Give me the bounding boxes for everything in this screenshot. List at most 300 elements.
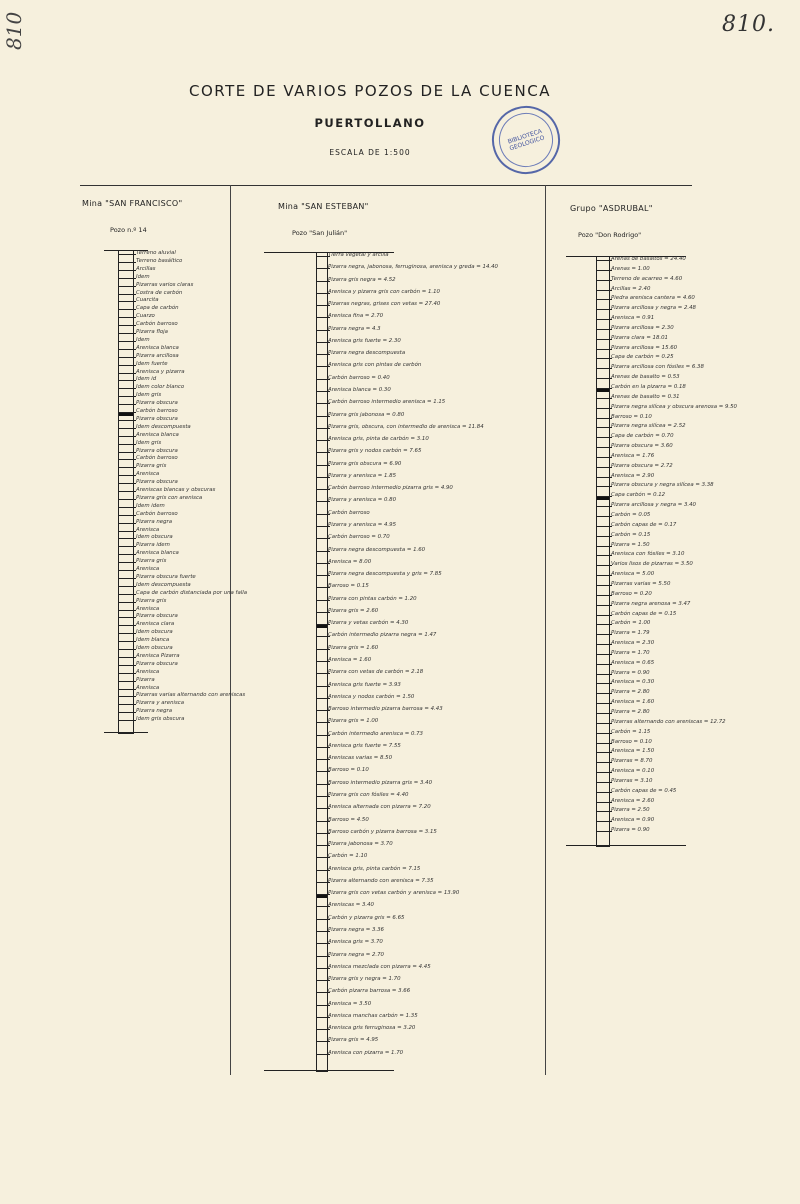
stratum-label: Arenisca clara	[136, 621, 175, 627]
stratum-boundary	[596, 309, 612, 310]
stratum-label: Idem obscura	[136, 629, 173, 635]
stratum-boundary	[596, 664, 612, 665]
stratum-boundary	[118, 475, 136, 476]
coal-seam	[317, 895, 327, 898]
stratum-label: Pizarra obscura fuerte	[136, 574, 196, 580]
stratum-boundary	[118, 349, 136, 350]
stratum-label: Pizarra = 2.80	[611, 709, 650, 715]
stratum-boundary	[596, 792, 612, 793]
stratum-label: Arenisca	[136, 685, 160, 691]
stratum-label: Carbón en la pizarra = 0.18	[611, 384, 686, 390]
stratum-label: Carbón capas de = 0.45	[611, 788, 677, 794]
stratum-boundary	[118, 428, 136, 429]
stratum-label: Pizarra obscura y negra silícea = 3.38	[611, 482, 714, 488]
stratum-boundary	[118, 333, 136, 334]
stratum-label: Idem id	[136, 376, 157, 382]
stratum-label: Capa de carbón	[136, 305, 179, 311]
header-divider-line	[80, 185, 692, 186]
stratum-boundary	[596, 486, 612, 487]
stratum-boundary	[596, 575, 612, 576]
stratum-boundary	[118, 396, 136, 397]
stratum-label: Arenisca gris fuerte = 3.93	[328, 682, 401, 688]
stratum-label: Barroso intermedio pizarra barrosa = 4.43	[328, 706, 443, 712]
stratum-label: Costra de carbón	[136, 290, 183, 296]
stratum-label: Carbón intermedio arenisca = 0.73	[328, 731, 423, 737]
stratum-label: Barroso = 0.10	[328, 767, 369, 773]
well-shaft	[596, 256, 610, 847]
stratum-boundary	[596, 605, 612, 606]
stratum-label: Pizarra gris con vetas carbón y arenisca = 13.90	[328, 890, 460, 896]
stratum-label: Barroso = 0.15	[328, 583, 369, 589]
stratum-boundary	[596, 585, 612, 586]
stratum-boundary	[118, 317, 136, 318]
stratum-label: Idem	[136, 337, 150, 343]
stratum-label: Pizarra = 1.70	[611, 650, 650, 656]
stratum-label: Carbón = 1.00	[611, 620, 651, 626]
stratum-boundary	[118, 594, 136, 595]
stratum-label: Pizarra gris	[136, 558, 167, 564]
stratum-label: Pizarra = 2.80	[611, 689, 650, 695]
stratum-boundary	[118, 499, 136, 500]
stratum-label: Arenisca = 3.50	[328, 1001, 372, 1007]
stratum-label: Idem	[136, 274, 150, 280]
stratum-label: Pizarra y arenisca = 0.80	[328, 497, 397, 503]
stratum-boundary	[118, 436, 136, 437]
bottom-line	[264, 1070, 394, 1071]
stratum-boundary	[118, 531, 136, 532]
stratum-boundary	[118, 325, 136, 326]
stratum-label: Carbón barroso	[136, 455, 178, 461]
stratum-boundary	[596, 349, 612, 350]
stratum-label: Arenisca gris ferruginosa = 3.20	[328, 1025, 416, 1031]
stratum-label: Pizarra negra = 4.3	[328, 326, 381, 332]
pozo-label-14: Pozo n.º 14	[110, 226, 147, 234]
stratum-label: Pizarra arcillosa	[136, 353, 179, 359]
stratum-boundary	[596, 329, 612, 330]
stratum-label: Pizarra gris = 1.00	[328, 718, 379, 724]
stratum-label: Pizarra con pintas carbón = 1.20	[328, 596, 417, 602]
stratum-label: Arenisca	[136, 471, 160, 477]
stratum-label: Pizarra obscura	[136, 448, 178, 454]
stratum-label: Arenisca fina = 2.70	[328, 313, 384, 319]
stratum-label: Arenisca = 2.90	[611, 473, 655, 479]
stratum-label: Pizarra negra descompuesta = 1.60	[328, 547, 426, 553]
stratum-boundary	[118, 696, 136, 697]
stratum-label: Pizarra obscura = 3.60	[611, 443, 673, 449]
stratum-boundary	[596, 703, 612, 704]
stratum-boundary	[118, 704, 136, 705]
document-title: CORTE DE VARIOS POZOS DE LA CUENCA	[189, 82, 551, 100]
stratum-label: Idem gris	[136, 440, 162, 446]
stratum-label: Cuarzo	[136, 313, 155, 319]
stratum-label: Capa carbón = 0.12	[611, 492, 666, 498]
stratum-label: Pizarra gris = 2.60	[328, 608, 379, 614]
stratum-boundary	[118, 523, 136, 524]
stratum-label: Capa de carbón = 0.25	[611, 354, 674, 360]
stratum-label: Arenisca blanca	[136, 432, 179, 438]
stratum-boundary	[596, 546, 612, 547]
stratum-label: Carbón barroso	[136, 408, 178, 414]
stratum-label: Arenisca	[136, 606, 160, 612]
stratum-boundary	[596, 821, 612, 822]
stratum-label: Pizarra gris con arenisca	[136, 495, 203, 501]
stratum-label: Arenisca = 2.60	[611, 798, 655, 804]
stratum-label: Arenisca con fósiles = 3.10	[611, 551, 685, 557]
stratum-label: Idem fuerte	[136, 361, 168, 367]
stratum-boundary	[596, 418, 612, 419]
coal-seam	[119, 413, 133, 416]
stratum-label: Carbón barroso intermedio pizarra gris = 4.90	[328, 485, 453, 491]
stratum-label: Carbón barroso = 0.70	[328, 534, 390, 540]
stratum-label: Terreno de acarreo = 4.60	[611, 276, 683, 282]
stratum-label: Carbón = 0.05	[611, 512, 651, 518]
stratum-boundary	[596, 595, 612, 596]
stratum-boundary	[118, 254, 136, 255]
stratum-label: Carbón = 0.15	[611, 532, 651, 538]
stratum-boundary	[596, 674, 612, 675]
stratum-boundary	[118, 586, 136, 587]
stratum-boundary	[118, 578, 136, 579]
stratum-label: Arcillas = 2.40	[611, 286, 651, 292]
stratum-boundary	[596, 802, 612, 803]
stratum-label: Pizarra obscura	[136, 661, 178, 667]
mine-title-asdrubal: Grupo "ASDRUBAL"	[570, 204, 653, 213]
stratum-label: Idem obscura	[136, 534, 173, 540]
stratum-label: Carbón barroso	[136, 321, 178, 327]
stratum-label: Barroso = 0.20	[611, 591, 652, 597]
mine-title-san-esteban: Mina "SAN ESTEBAN"	[278, 202, 369, 211]
stratum-boundary	[118, 657, 136, 658]
stratum-boundary	[596, 427, 612, 428]
stratum-label: Tierra vegetal y arcilla	[328, 252, 389, 258]
stratum-boundary	[118, 712, 136, 713]
stratum-label: Pizarra obscura	[136, 479, 178, 485]
stratum-label: Pizarra gris = 4.95	[328, 1037, 379, 1043]
stratum-boundary	[118, 665, 136, 666]
stratum-boundary	[118, 380, 136, 381]
stratum-label: Carbón capas de = 0.17	[611, 522, 677, 528]
stratum-boundary	[596, 526, 612, 527]
stratum-boundary	[118, 286, 136, 287]
stratum-boundary	[596, 762, 612, 763]
stratum-label: Arenisca alternada con pizarra = 7.20	[328, 804, 431, 810]
stratum-label: Pizarra gris obscura = 6.90	[328, 461, 402, 467]
stratum-label: Pizarra arcillosa con fósiles = 6.38	[611, 364, 704, 370]
stratum-label: Pizarra idem	[136, 542, 170, 548]
stratum-label: Carbón capas de = 0.15	[611, 611, 677, 617]
stratum-label: Piedra arenisca cantera = 4.60	[611, 295, 695, 301]
stratum-label: Pizarras varios claras	[136, 282, 194, 288]
stratum-label: Arenisca = 0.30	[611, 679, 655, 685]
stratum-label: Barroso = 0.10	[611, 414, 652, 420]
stratum-label: Pizarra gris negra = 4.52	[328, 277, 396, 283]
stratum-boundary	[118, 515, 136, 516]
stratum-boundary	[596, 280, 612, 281]
stratum-label: Arenisca	[136, 527, 160, 533]
stratum-label: Arenisca Pizarra	[136, 653, 180, 659]
stratum-boundary	[118, 444, 136, 445]
stratum-label: Pizarra obscura = 2.72	[611, 463, 673, 469]
stratum-label: Arenisca gris fuerte = 7.55	[328, 743, 401, 749]
stratum-label: Arenisca blanca	[136, 345, 179, 351]
coal-seam	[597, 497, 609, 500]
stratum-label: Areniscas varias = 8.50	[328, 755, 392, 761]
stratum-boundary	[118, 459, 136, 460]
stratum-boundary	[118, 538, 136, 539]
coal-seam	[597, 389, 609, 392]
stratum-label: Pizarra negra arenosa = 3.47	[611, 601, 691, 607]
stratum-label: Carbón barroso	[328, 510, 370, 516]
stratum-label: Pizarra y arenisca = 4.95	[328, 522, 397, 528]
stratum-label: Pizarra y arenisca	[136, 700, 185, 706]
stratum-boundary	[118, 301, 136, 302]
stratum-boundary	[596, 437, 612, 438]
stratum-label: Pizarras negras, grises con vetas = 27.40	[328, 301, 441, 307]
stratum-label: Pizarras = 3.10	[611, 778, 653, 784]
stratum-boundary	[596, 467, 612, 468]
stratum-boundary	[118, 467, 136, 468]
stratum-label: Arenisca con pizarra = 1.70	[328, 1050, 404, 1056]
stratum-label: Pizarra obscura	[136, 613, 178, 619]
pozo-label-don-rodrigo: Pozo "Don Rodrigo"	[578, 231, 642, 239]
stratum-boundary	[118, 554, 136, 555]
stamp-text: BIBLIOTECA GEOLOGICO	[506, 127, 546, 153]
bottom-line	[104, 732, 148, 733]
stratum-boundary	[118, 633, 136, 634]
stratum-label: Pizarra = 0.90	[611, 670, 650, 676]
stratum-boundary	[118, 507, 136, 508]
stratum-boundary	[118, 570, 136, 571]
stratum-label: Idem color blanco	[136, 384, 185, 390]
stratum-label: Pizarra negra	[136, 708, 173, 714]
stratum-boundary	[118, 610, 136, 611]
stratum-label: Pizarra = 1.79	[611, 630, 650, 636]
bottom-line	[566, 845, 686, 846]
stratum-boundary	[118, 420, 136, 421]
stratum-label: Pizarra gris = 1.60	[328, 645, 379, 651]
stratum-label: Carbón = 1.15	[611, 729, 651, 735]
stratum-boundary	[596, 358, 612, 359]
library-stamp	[483, 97, 569, 183]
stratum-label: Idem blanca	[136, 637, 170, 643]
stratum-label: Arenisca = 1.50	[611, 748, 655, 754]
stratum-label: Pizarras = 8.70	[611, 758, 653, 764]
stratum-boundary	[596, 408, 612, 409]
stratum-label: Arenisca = 0.65	[611, 660, 655, 666]
stratum-label: Pizarra gris y nodos carbón = 7.65	[328, 448, 422, 454]
stratum-label: Barroso carbón y pizarra barrosa = 3.15	[328, 829, 437, 835]
stratum-label: Pizarra con vetas de carbón = 2.18	[328, 669, 424, 675]
stratum-boundary	[596, 319, 612, 320]
stratum-boundary	[596, 368, 612, 369]
stratum-label: Barroso intermedio pizarra gris = 3.40	[328, 780, 433, 786]
stratum-label: Pizarra gris con fósiles = 4.40	[328, 792, 409, 798]
stratum-label: Pizarra = 0.90	[611, 827, 650, 833]
stratum-boundary	[596, 398, 612, 399]
stratum-boundary	[596, 299, 612, 300]
handwritten-doc-number: 810.	[722, 12, 775, 37]
stratum-label: Pizarra negra = 2.70	[328, 952, 384, 958]
stratum-label: Idem descompuesta	[136, 582, 191, 588]
stratum-boundary	[596, 733, 612, 734]
stratum-label: Pizarra negra silícea y obscura arenosa = 9.50	[611, 404, 737, 410]
stratum-boundary	[596, 270, 612, 271]
stratum-label: Idem descompuesta	[136, 424, 191, 430]
stratum-label: Pizarra gris, obscura, con intermedio de arenisca = 11.84	[328, 424, 484, 430]
stratum-label: Pizarra arcillosa = 15.60	[611, 345, 678, 351]
stratum-label: Pizarra negra, jabonosa, ferruginosa, arenisca y greda = 14.40	[328, 264, 498, 270]
stratum-boundary	[596, 723, 612, 724]
stratum-label: Pizarras varias alternando con areniscas	[136, 692, 246, 698]
stratum-boundary	[118, 388, 136, 389]
stratum-boundary	[596, 743, 612, 744]
stratum-label: Arenisca blanca	[136, 550, 179, 556]
stratum-boundary	[118, 562, 136, 563]
stratum-label: Arenisca = 0.91	[611, 315, 655, 321]
stratum-label: Arenisca manchas carbón = 1.35	[328, 1013, 418, 1019]
stratum-label: Pizarra negra	[136, 519, 173, 525]
stratum-label: Idem gris	[136, 392, 162, 398]
stratum-label: Pizarra alternando con arenisca = 7.35	[328, 878, 434, 884]
stratum-boundary	[596, 683, 612, 684]
stratum-boundary	[118, 546, 136, 547]
stratum-boundary	[118, 452, 136, 453]
stratum-label: Areniscas = 3.40	[328, 902, 374, 908]
stratum-boundary	[596, 713, 612, 714]
stratum-label: Pizarra arcillosa y negra = 2.48	[611, 305, 696, 311]
stratum-boundary	[596, 457, 612, 458]
stratum-label: Areniscas blancas y obscuras	[136, 487, 216, 493]
stratum-label: Capa de carbón = 0.70	[611, 433, 674, 439]
stratum-label: Pizarra gris	[136, 463, 167, 469]
stratum-label: Pizarra clara = 18.01	[611, 335, 668, 341]
stratum-label: Pizarra floja	[136, 329, 168, 335]
stratum-label: Pizarra y arenisca = 1.85	[328, 473, 397, 479]
stratum-label: Pizarra gris	[136, 598, 167, 604]
stratum-label: Arenisca = 1.76	[611, 453, 655, 459]
stratum-boundary	[596, 378, 612, 379]
stratum-label: Terreno basáltico	[136, 258, 183, 264]
stratum-label: Arenas = 1.00	[611, 266, 650, 272]
stratum-label: Pizarra obscura	[136, 400, 178, 406]
stratum-boundary	[596, 447, 612, 448]
column-divider-1	[230, 185, 231, 1075]
stratum-boundary	[118, 309, 136, 310]
stratum-label: Arenisca gris, pinta de carbón = 3.10	[328, 436, 429, 442]
column-divider-2	[545, 185, 546, 1075]
stratum-label: Pizarra jabonosa = 3.70	[328, 841, 393, 847]
stratum-boundary	[118, 373, 136, 374]
stratum-boundary	[118, 341, 136, 342]
stratum-boundary	[596, 634, 612, 635]
stratum-label: Arenisca	[136, 566, 160, 572]
stratum-boundary	[118, 404, 136, 405]
stratum-boundary	[596, 477, 612, 478]
stratum-label: Arenisca = 8.00	[328, 559, 372, 565]
document-subtitle: PUERTOLLANO	[314, 116, 426, 130]
stratum-boundary	[118, 641, 136, 642]
stratum-boundary	[118, 673, 136, 674]
stratum-boundary	[596, 260, 612, 261]
stratum-label: Arenisca = 1.60	[611, 699, 655, 705]
well-shaft	[118, 250, 134, 734]
stratum-label: Arenas de basaltos = 24.40	[611, 256, 686, 262]
stratum-boundary	[118, 294, 136, 295]
stratum-boundary	[596, 752, 612, 753]
stratum-label: Pizarra negra descompuesta y gris = 7.85	[328, 571, 442, 577]
stratum-label: Arenisca gris con pintas de carbón	[328, 362, 422, 368]
stratum-label: Pizarra	[136, 677, 155, 683]
stratum-boundary	[118, 681, 136, 682]
stratum-boundary	[596, 624, 612, 625]
stratum-boundary	[118, 270, 136, 271]
stratum-label: Carbón barroso = 0.40	[328, 375, 390, 381]
pozo-label-san-julian: Pozo "San Julián"	[292, 229, 348, 237]
stratum-label: Arenisca y pizarra gris con carbón = 1.10	[328, 289, 440, 295]
well-shaft	[316, 252, 328, 1072]
stratum-label: Arcillas	[136, 266, 156, 272]
stratum-label: Capa de carbón distanciada por una falla	[136, 590, 248, 596]
handwritten-side-number: 810	[2, 11, 26, 50]
stratum-boundary	[596, 782, 612, 783]
stratum-boundary	[118, 649, 136, 650]
stratum-boundary	[118, 357, 136, 358]
stratum-label: Arenisca = 0.10	[611, 768, 655, 774]
stratum-boundary	[596, 339, 612, 340]
stratum-boundary	[118, 483, 136, 484]
stratum-boundary	[596, 772, 612, 773]
stratum-label: Arenisca blanca = 0.30	[328, 387, 391, 393]
scale-label: ESCALA DE 1:500	[329, 148, 411, 157]
stratum-boundary	[596, 615, 612, 616]
stratum-label: Pizarra = 1.50	[611, 542, 650, 548]
stratum-boundary	[596, 536, 612, 537]
stratum-label: Arenisca gris, pinta carbón = 7.15	[328, 866, 421, 872]
stratum-boundary	[118, 491, 136, 492]
stratum-label: Arenisca y pizarra	[136, 369, 185, 375]
stratum-boundary	[596, 811, 612, 812]
stratum-boundary	[596, 555, 612, 556]
stratum-boundary	[596, 644, 612, 645]
stratum-label: Arenisca gris = 3.70	[328, 939, 383, 945]
stratum-boundary	[118, 602, 136, 603]
stratum-label: Pizarra arcillosa = 2.30	[611, 325, 674, 331]
stratum-label: Terreno aluvial	[136, 250, 176, 256]
stratum-boundary	[118, 689, 136, 690]
stratum-boundary	[118, 720, 136, 721]
stratum-label: Carbón pizarra barrosa = 3.66	[328, 988, 411, 994]
stratum-label: Pizarra y vetas carbón = 4.30	[328, 620, 409, 626]
stratum-label: Idem gris obscura	[136, 716, 185, 722]
stratum-label: Arenisca = 1.60	[328, 657, 372, 663]
stratum-label: Arenisca mezclada con pizarra = 4.45	[328, 964, 431, 970]
stratum-boundary	[596, 831, 612, 832]
stratum-label: Arenas de basalto = 0.31	[611, 394, 680, 400]
stratum-boundary	[118, 617, 136, 618]
stratum-boundary	[118, 262, 136, 263]
stratum-label: Pizarra arcillosa y negra = 3.40	[611, 502, 696, 508]
stratum-label: Barroso = 0.10	[611, 739, 652, 745]
stratum-label: Carbón barroso	[136, 511, 178, 517]
stratum-label: Idem idem	[136, 503, 165, 509]
stratum-label: Carbón barroso intermedio arenisca = 1.15	[328, 399, 446, 405]
stratum-boundary	[596, 693, 612, 694]
stratum-label: Carbón intermedio pizarra negra = 1.47	[328, 632, 437, 638]
stratum-label: Arenisca	[136, 669, 160, 675]
stratum-boundary	[596, 506, 612, 507]
stratum-label: Pizarras varias = 5.50	[611, 581, 671, 587]
stratum-label: Pizarras alternando con areniscas = 12.72	[611, 719, 726, 725]
